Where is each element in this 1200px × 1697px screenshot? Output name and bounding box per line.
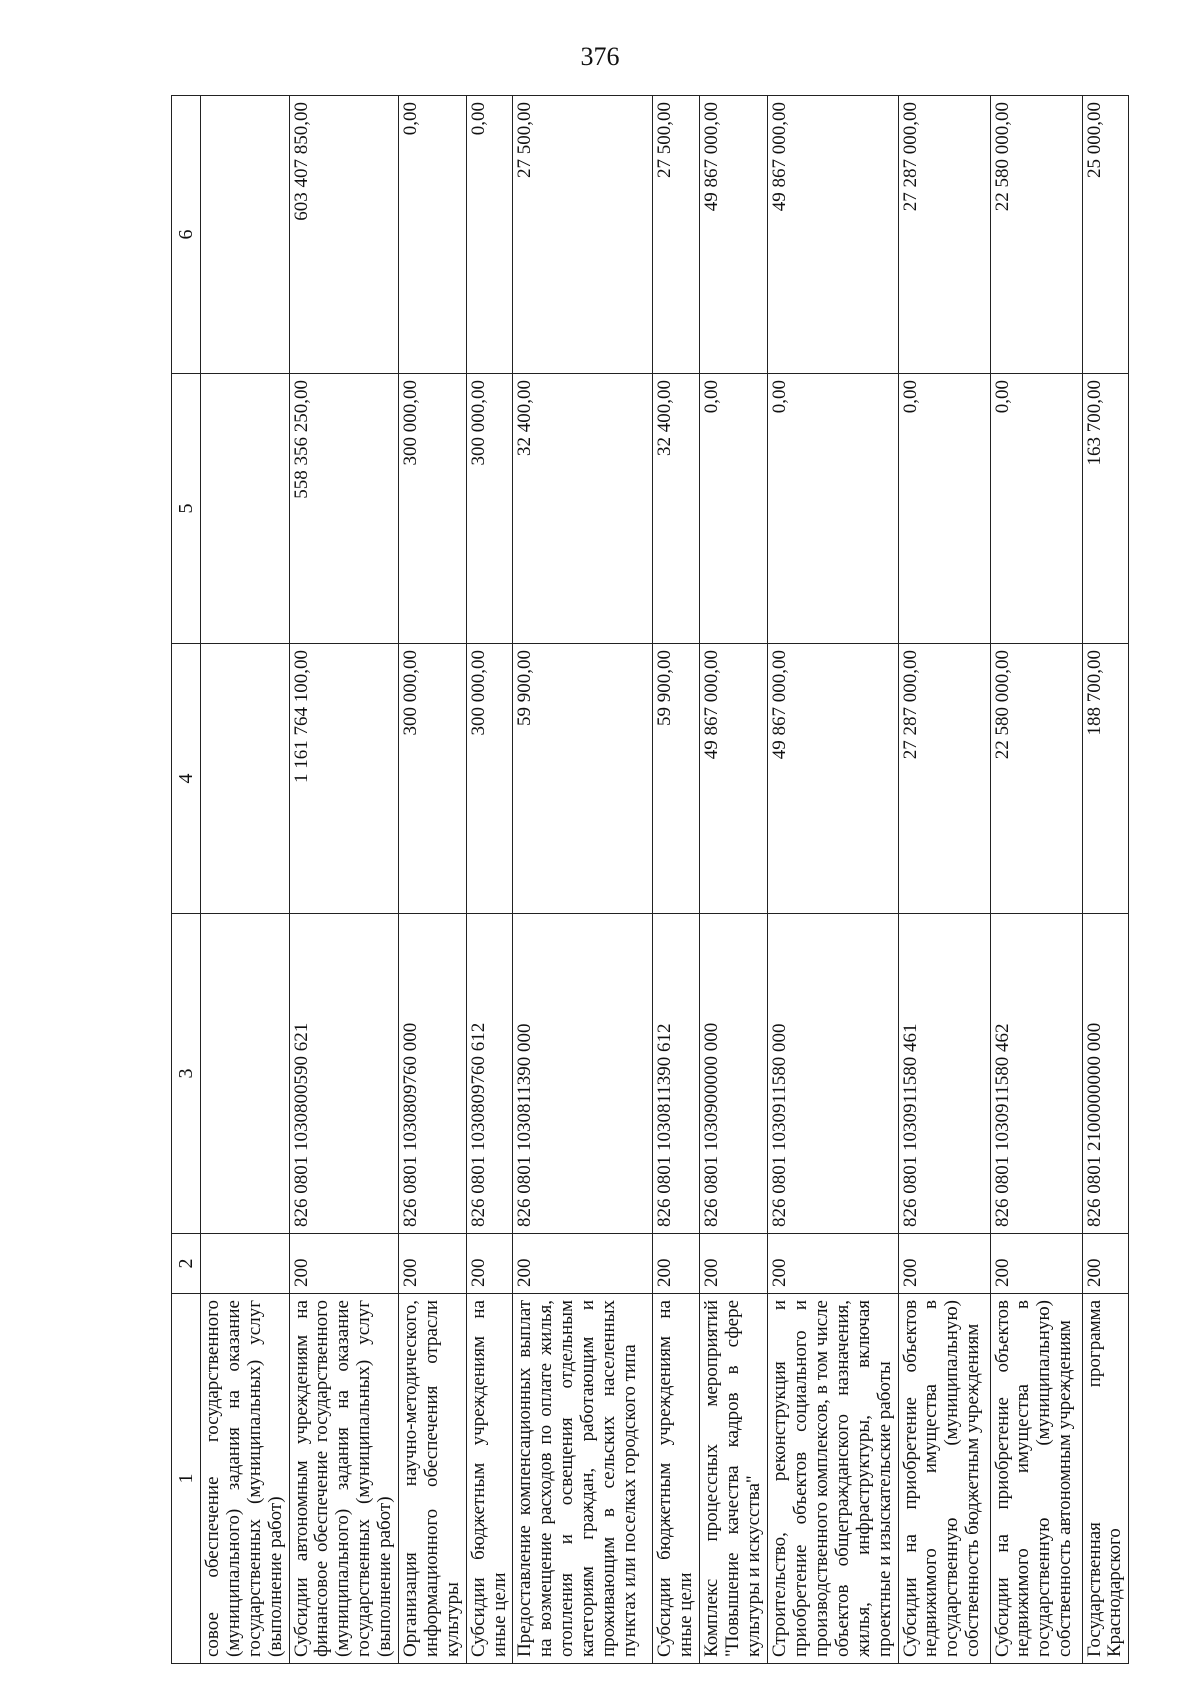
row-value-6: 27 287 000,00 bbox=[898, 96, 990, 374]
row-value-6 bbox=[201, 96, 290, 374]
page-number: 376 bbox=[580, 42, 620, 71]
row-value-5: 0,00 bbox=[768, 374, 898, 644]
row-name: совое обеспечение государственного (муниципального) задания на оказание государственных (муниципальных) услуг (выполнение работ) bbox=[201, 1294, 290, 1664]
row-value-4: 1 161 764 100,00 bbox=[289, 644, 398, 914]
row-value-4: 300 000,00 bbox=[466, 644, 513, 914]
row-value-5: 32 400,00 bbox=[653, 374, 700, 644]
row-value-5: 0,00 bbox=[990, 374, 1082, 644]
table-row bbox=[513, 96, 653, 1664]
row-code: 826 0801 1030900000 000 bbox=[700, 914, 768, 1234]
row-name: Субсидии бюджетным учреждениям на иные цели bbox=[466, 1294, 513, 1664]
row-name: Субсидии на приобретение объектов недвижимого имущества в государственную (муниципальную) собственность автономным учреждениям bbox=[990, 1294, 1082, 1664]
row-value-4: 27 287 000,00 bbox=[898, 644, 990, 914]
table-row bbox=[466, 96, 513, 1664]
rotated-table-container bbox=[171, 96, 1141, 1664]
row-col2: 200 bbox=[466, 1234, 513, 1294]
row-code: 826 0801 1030911580 000 bbox=[768, 914, 898, 1234]
table-row bbox=[1082, 96, 1129, 1664]
row-name: Строительство, реконструкция и приобретение объектов социального и производственного комплексов, в том числе объектов общегражданского назначения, жилья, инфраструктуры, включая проектные и изыскательские работы bbox=[768, 1294, 898, 1664]
row-value-6: 603 407 850,00 bbox=[289, 96, 398, 374]
row-value-5: 300 000,00 bbox=[466, 374, 513, 644]
table-row bbox=[399, 96, 467, 1664]
row-value-4: 59 900,00 bbox=[653, 644, 700, 914]
row-name: Субсидии бюджетным учреждениям на иные цели bbox=[653, 1294, 700, 1664]
table-row bbox=[990, 96, 1082, 1664]
row-value-5: 32 400,00 bbox=[513, 374, 653, 644]
row-value-4: 49 867 000,00 bbox=[700, 644, 768, 914]
row-name: Государственная программа Краснодарского bbox=[1082, 1294, 1129, 1664]
header-col-6: 6 bbox=[172, 96, 201, 374]
row-code bbox=[201, 914, 290, 1234]
row-value-5: 0,00 bbox=[898, 374, 990, 644]
header-col-5: 5 bbox=[172, 374, 201, 644]
row-value-4: 49 867 000,00 bbox=[768, 644, 898, 914]
row-code: 826 0801 1030809760 000 bbox=[399, 914, 467, 1234]
row-code: 826 0801 1030911580 462 bbox=[990, 914, 1082, 1234]
row-value-5 bbox=[201, 374, 290, 644]
row-col2: 200 bbox=[898, 1234, 990, 1294]
row-value-6: 49 867 000,00 bbox=[768, 96, 898, 374]
table-row bbox=[201, 96, 290, 1664]
row-value-5: 163 700,00 bbox=[1082, 374, 1129, 644]
row-name: Субсидии автономным учреждениям на финансовое обеспечение государственного (муниципального) задания на оказание государственных (муниципальных) услуг (выполнение работ) bbox=[289, 1294, 398, 1664]
table-row bbox=[653, 96, 700, 1664]
row-value-5: 300 000,00 bbox=[399, 374, 467, 644]
row-col2: 200 bbox=[513, 1234, 653, 1294]
row-value-4: 59 900,00 bbox=[513, 644, 653, 914]
row-name: Организация научно-методического, информационного обеспечения отрасли культуры bbox=[399, 1294, 467, 1664]
row-value-4 bbox=[201, 644, 290, 914]
row-col2: 200 bbox=[289, 1234, 398, 1294]
row-value-4: 300 000,00 bbox=[399, 644, 467, 914]
header-col-3: 3 bbox=[172, 914, 201, 1234]
row-name: Предоставление компенсационных выплат на возмещение расходов по оплате жилья, отопления и освещения отдельным категориям граждан, работающим и проживающим в сельских населенных пунктах или поселках городского типа bbox=[513, 1294, 653, 1664]
row-value-6: 27 500,00 bbox=[513, 96, 653, 374]
header-col-4: 4 bbox=[172, 644, 201, 914]
row-value-6: 27 500,00 bbox=[653, 96, 700, 374]
row-code: 826 0801 1030809760 612 bbox=[466, 914, 513, 1234]
row-code: 826 0801 1030811390 612 bbox=[653, 914, 700, 1234]
row-col2: 200 bbox=[768, 1234, 898, 1294]
row-value-6: 22 580 000,00 bbox=[990, 96, 1082, 374]
row-name: Субсидии на приобретение объектов недвижимого имущества в государственную (муниципальную) собственность бюджетным учреждениям bbox=[898, 1294, 990, 1664]
table-row bbox=[768, 96, 898, 1664]
row-value-6: 0,00 bbox=[399, 96, 467, 374]
row-value-5: 0,00 bbox=[700, 374, 768, 644]
row-code: 826 0801 1030811390 000 bbox=[513, 914, 653, 1234]
budget-table bbox=[171, 95, 1129, 1664]
row-value-6: 49 867 000,00 bbox=[700, 96, 768, 374]
row-col2: 200 bbox=[653, 1234, 700, 1294]
row-col2: 200 bbox=[700, 1234, 768, 1294]
row-code: 826 0801 1030911580 461 bbox=[898, 914, 990, 1234]
table-header-row bbox=[172, 96, 201, 1664]
row-code: 826 0801 2100000000 000 bbox=[1082, 914, 1129, 1234]
row-col2: 200 bbox=[399, 1234, 467, 1294]
row-code: 826 0801 1030800590 621 bbox=[289, 914, 398, 1234]
row-value-6: 25 000,00 bbox=[1082, 96, 1129, 374]
row-value-6: 0,00 bbox=[466, 96, 513, 374]
table-row bbox=[700, 96, 768, 1664]
row-value-4: 22 580 000,00 bbox=[990, 644, 1082, 914]
header-col-2: 2 bbox=[172, 1234, 201, 1294]
table-row bbox=[898, 96, 990, 1664]
row-name: Комплекс процессных мероприятий "Повышение качества кадров в сфере культуры и искусства" bbox=[700, 1294, 768, 1664]
row-col2: 200 bbox=[1082, 1234, 1129, 1294]
row-col2 bbox=[201, 1234, 290, 1294]
row-value-4: 188 700,00 bbox=[1082, 644, 1129, 914]
row-value-5: 558 356 250,00 bbox=[289, 374, 398, 644]
table-row bbox=[289, 96, 398, 1664]
header-col-1: 1 bbox=[172, 1294, 201, 1664]
row-col2: 200 bbox=[990, 1234, 1082, 1294]
